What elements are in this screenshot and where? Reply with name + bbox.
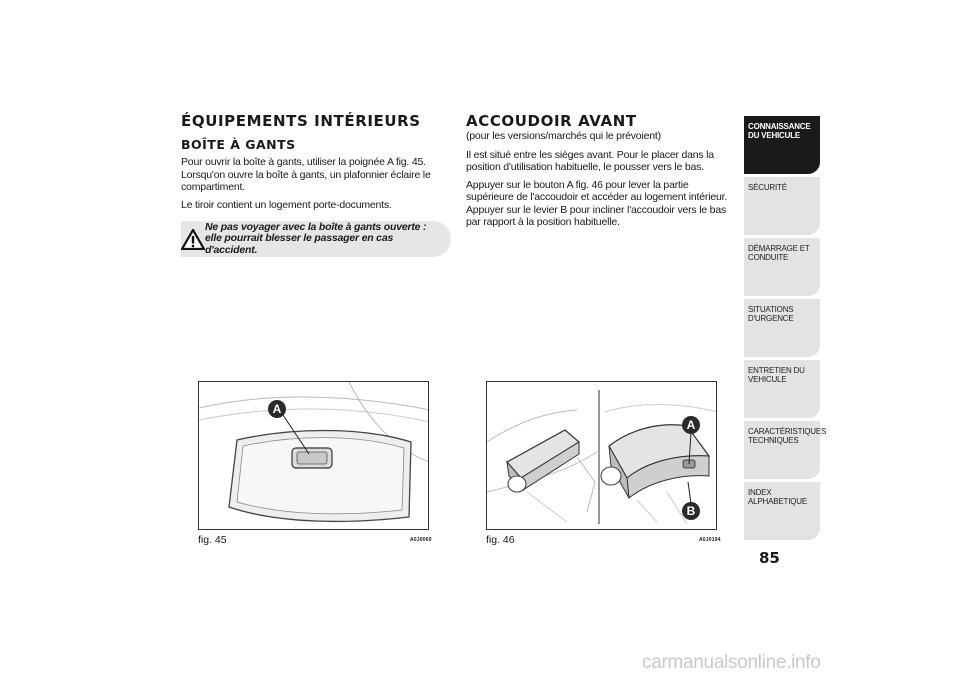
warning-triangle-icon (181, 229, 205, 250)
figure-label-a: A (682, 416, 700, 434)
chapter-tabs (744, 116, 827, 543)
glove-box-illustration (199, 382, 429, 530)
page-number: 85 (759, 549, 780, 567)
paragraph: Il est situé entre les sièges avant. Pour le placer dans la position d'utilisation habituelle, le pousser vers le bas. (466, 148, 714, 173)
paragraph: Pour ouvrir la boîte à gants, utiliser la poignée A fig. 45. Lorsqu'on ouvre la boîte à gants, un plafonnier éclaire le compartiment. (181, 156, 431, 193)
watermark: carmanualsonline.info (642, 652, 821, 673)
tab-securite[interactable] (744, 177, 820, 235)
paragraph: Le tiroir contient un logement porte-documents. (181, 198, 392, 211)
tab-demarrage-et-conduite[interactable] (744, 238, 820, 296)
left-column (181, 112, 451, 257)
section-title-accoudoir: ACCOUDOIR AVANT (466, 112, 637, 130)
versions-note: (pour les versions/marchés qui le prévoient) (466, 130, 661, 142)
tab-label: CARACTÉRISTIQUES TECHNIQUES (748, 427, 827, 445)
right-column (466, 112, 731, 234)
tab-label: DÉMARRAGE ET CONDUITE (748, 244, 810, 262)
figure-45-code: A0J0060 (410, 537, 432, 543)
warning-text: Ne pas voyager avec la boîte à gants ouverte : elle pourrait blesser le passager en cas d'accident. (205, 220, 427, 256)
figure-label-a: A (268, 400, 286, 418)
figure-46-code: A0J0194 (699, 537, 721, 543)
tab-label: ENTRETIEN DU VEHICULE (748, 366, 805, 384)
section-title-equipements: ÉQUIPEMENTS INTÉRIEURS (181, 112, 421, 130)
tab-situations-d-urgence[interactable] (744, 299, 820, 357)
tab-label: SITUATIONS D'URGENCE (748, 305, 794, 323)
figure-46-caption: fig. 46 (486, 534, 515, 546)
figure-45-glove-box (198, 381, 429, 530)
tab-connaissance-du-vehicule[interactable] (744, 116, 820, 174)
tab-label: SÉCURITÉ (748, 183, 787, 192)
subsection-title-boite-a-gants: BOÎTE À GANTS (181, 137, 296, 152)
figure-46-armrest (486, 381, 717, 530)
tab-label: CONNAISSANCE DU VEHICULE (748, 122, 811, 140)
warning-box (181, 221, 451, 257)
tab-label: INDEX ALPHABETIQUE (748, 488, 807, 506)
tab-entretien-du-vehicule[interactable] (744, 360, 820, 418)
tab-index-alphabetique[interactable] (744, 482, 820, 540)
tab-caracteristiques-techniques[interactable] (744, 421, 827, 479)
figure-45-caption: fig. 45 (198, 534, 227, 546)
figure-label-b: B (682, 502, 700, 520)
paragraph: Appuyer sur le bouton A fig. 46 pour lever la partie supérieure de l'accoudoir et accéder au logement intérieur. Appuyer sur le levier B pour incliner l'accoudoir vers le bas par rapport à la position habituelle. (466, 178, 728, 228)
